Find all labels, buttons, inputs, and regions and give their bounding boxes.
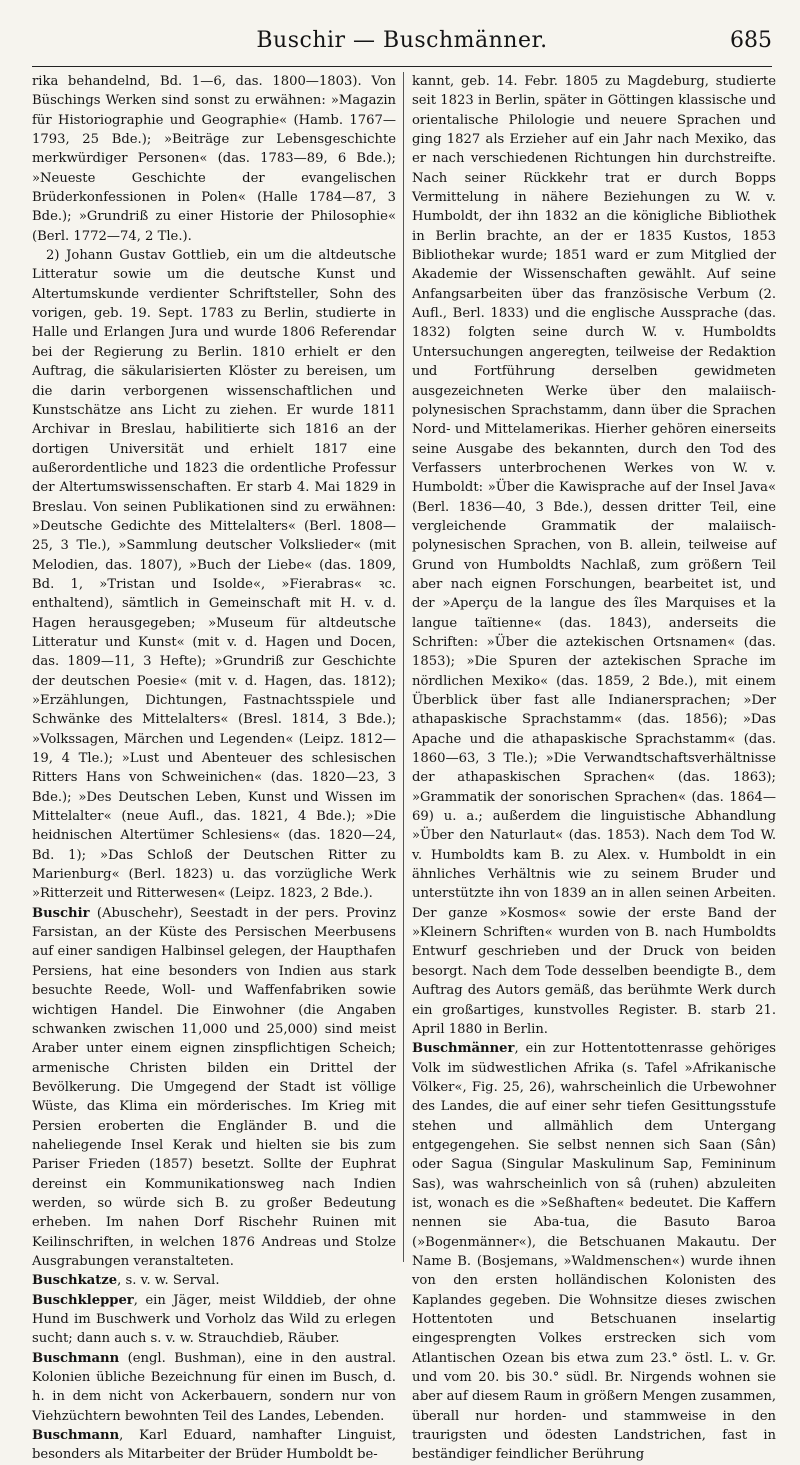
page-header xyxy=(32,28,772,64)
entry-body-buschmann-linguist: , Karl Eduard, namhafter Linguist, besonders als Mitarbeiter der Brüder Humboldt be- xyxy=(32,1428,396,1463)
headword-buschklepper: Buschklepper xyxy=(32,1292,134,1308)
buesching-2-entry: 2) Johann Gustav Gottlieb, ein um die altdeutsche Litteratur sowie um die deutsche Kunst und Altertumskunde verdienter Schriftsteller, Sohn des vorigen, geb. 19. Sept. 1783 zu Berlin, studierte in Halle und Erlangen Jura und wurde 1806 Referendar bei der Regierung zu Berlin. 1810 erhielt er den Auftrag, die säkularisierten Klöster zu bereisen, um die darin verborgenen wissenschaftlichen und Kunstschätze ans Licht zu ziehen. Er wurde 1811 Archivar in Breslau, habilitierte sich 1816 an der dortigen Universität und erhielt 1817 eine außerordentliche und 1823 die ordentliche Professur der Altertumswissenschaften. Er starb 4. Mai 1829 in Breslau. Von seinen Publikationen sind zu erwähnen: »Deutsche Gedichte des Mittelalters« (Berl. 1808—25, 3 Tle.), »Sammlung deutscher Volkslieder« (mit Melodien, das. 1807), »Buch der Liebe« (das. 1809, Bd. 1, »Tristan und Isolde«, »Fierabras« ꝛc. enthaltend), sämtlich in Gemeinschaft mit H. v. d. Hagen herausgegeben; »Museum für altdeutsche Litteratur und Kunst« (mit v. d. Hagen und Docen, das. 1809—11, 3 Hefte); »Grundriß zur Geschichte der deutschen Poesie« (mit v. d. Hagen, das. 1812); »Erzählungen, Dichtungen, Fastnachtsspiele und Schwänke des Mittelalters« (Bresl. 1814, 3 Bde.); »Volkssagen, Märchen und Legenden« (Leipz. 1812—19, 4 Tle.); »Lust und Abenteuer des schlesischen Ritters Hans von Schweinichen« (das. 1820—23, 3 Bde.); »Des Deutschen Leben, Kunst und Wissen im Mittelalter« (neue Aufl., das. 1821, 4 Bde.); »Die heidnischen Altertümer Schlesiens« (das. 1820—24, Bd. 1); »Das Schloß der Deutschen Ritter zu Marienburg« (Berl. 1823) u. das vorzügliche Werk »Ritterzeit und Ritterwesen« (Leipz. 1823, 2 Bde.). xyxy=(32,248,396,902)
entry-buschmann-linguist xyxy=(32,1426,396,1465)
page-number: 685 xyxy=(730,28,772,53)
entry-body-buschmann-bushman: (engl. Bushman), eine in den austral. Kolonien übliche Bezeichnung für einen im Busch, d. h. in dem nicht von Ackerbauern, sondern nur von Viehzüchtern bewohnten Teil des Landes, Lebenden. xyxy=(32,1350,396,1424)
entry-buschklepper xyxy=(32,1291,396,1349)
running-head: Buschir — Buschmänner. xyxy=(256,28,548,53)
column-divider xyxy=(403,72,404,1262)
entry-buschkatze xyxy=(32,1271,396,1290)
entry-body-buschklepper: , ein Jäger, meist Wilddieb, der ohne Hund im Buschwerk und Vorholz das Wild zu erlegen sucht; dann auch s. v. w. Strauchdieb, Räuber. xyxy=(32,1292,396,1347)
headword-buschmann-bushman: Buschmann xyxy=(32,1350,120,1366)
headword-buschmaenner: Buschmänner xyxy=(412,1041,515,1057)
entry-body-buschkatze: , s. v. w. Serval. xyxy=(117,1273,220,1289)
headword-buschmann-linguist: Buschmann xyxy=(32,1428,120,1444)
entry-body-buschir: (Abuschehr), Seestadt in der pers. Provinz Farsistan, an der Küste des Persischen Meerbusens auf einer sandigen Halbinsel gelegen, der Haupthafen Persiens, hat eine besonders von Indien aus stark besuchte Reede, Woll- und Waffenfabriken sowie wichtigen Handel. Die Einwohner (die Angaben schwanken zwischen 11,000 und 25,000) sind meist Araber unter einem eignen zinspflichtigen Scheich; armenische Christen bilden ein Drittel der Bevölkerung. Die Umgegend der Stadt ist völlige Wüste, das Klima ein mörderisches. Im Krieg mit Persien eroberten die Engländer B. und die naheliegende Insel Kerak und hielten sie bis zum Pariser Frieden (1857) besetzt. Sollte der Euphrat dereinst ein Kommunikationsweg nach Indien werden, so würde sich B. zu großer Bedeutung erheben. Im nahen Dorf Rischehr Ruinen mit Keilinschriften, in welchen 1876 Andreas und Stolze Ausgrabungen veranstalteten. xyxy=(32,905,396,1269)
entry-buschmaenner xyxy=(412,1039,776,1465)
text-columns xyxy=(32,72,776,1463)
left-column xyxy=(32,72,396,1463)
header-rule xyxy=(32,66,772,67)
headword-buschkatze: Buschkatze xyxy=(32,1273,118,1289)
buesching-continuation: rika behandelnd, Bd. 1—6, das. 1800—1803). Von Büschings Werken sind sonst zu erwähnen: »Magazin für Historiographie und Geographie« (Hamb. 1767—1793, 25 Bde.); »Beiträge zur Lebensgeschichte merkwürdiger Personen« (das. 1783—89, 6 Bde.); »Neueste Geschichte der evangelischen Brüderkonfessionen in Polen« (Halle 1784—87, 3 Bde.); »Grundriß zu einer Historie der Philosophie« (Berl. 1772—74, 2 Tle.). xyxy=(32,74,396,244)
buschmann-continuation: kannt, geb. 14. Febr. 1805 zu Magdeburg, studierte seit 1823 in Berlin, später in Göttingen klassische und orientalische Philologie und neuere Sprachen und ging 1827 als Erzieher auf ein Jahr nach Mexiko, das er nach verschiedenen Richtungen hin durchstreifte. Nach seiner Rückkehr trat er durch Bopps Vermittelung in nähere Beziehungen zu W. v. Humboldt, der ihn 1832 an die königliche Bibliothek in Berlin brachte, an der er 1835 Kustos, 1853 Bibliothekar wurde; 1851 ward er zum Mitglied der Akademie der Wissenschaften gewählt. Auf seine Anfangsarbeiten über das französische Verbum (2. Aufl., Berl. 1833) und die englische Aussprache (das. 1832) folgten seine durch W. v. Humboldts Untersuchungen angeregten, teilweise der Redaktion und Fortführung derselben gewidmeten ausgezeichneten Werke über den malaiisch-polynesischen Sprachstamm, dann über die Sprachen Nord- und Mittelamerikas. Hierher gehören einerseits seine Ausgabe des bekannten, durch den Tod des Verfassers unterbrochenen Werkes von W. v. Humboldt: »Über die Kawisprache auf der Insel Java« (Berl. 1836—40, 3 Bde.), dessen dritter Teil, eine vergleichende Grammatik der malaiisch-polynesischen Sprachen, von B. allein, teilweise auf Grund von Humboldts Nachlaß, zum größern Teil aber nach eignen Forschungen, bearbeitet ist, und der »Aperçu de la langue des îles Marquises et la langue taïtienne« (das. 1843), anderseits die Schriften: »Über die aztekischen Ortsnamen« (das. 1853); »Die Spuren der aztekischen Sprache im nördlichen Mexiko« (das. 1859, 2 Bde.), mit einem Überblick über fast alle Indianersprachen; »Der athapaskische Sprachstamm« (das. 1856); »Das Apache und die athapaskische Sprachstamm« (das. 1860—63, 3 Tle.); »Die Verwandtschaftsverhältnisse der athapaskischen Sprachen« (das. 1863); »Grammatik der sonorischen Sprachen« (das. 1864—69) u. a.; außerdem die linguistische Abhandlung »Über den Naturlaut« (das. 1853). Nach dem Tod W. v. Humboldts kam B. zu Alex. v. Humboldt in ein ähnliches Verhältnis wie zu seinem Bruder und unterstützte ihn von 1839 an in allen seinen Arbeiten. Der ganze »Kosmos« sowie der erste Band der »Kleinern Schriften« wurden von B. nach Humboldts Entwurf geschrieben und der Druck von beiden besorgt. Nach dem Tode desselben beendigte B., dem Auftrag des Autors gemäß, das berühmte Werk durch ein großartiges, kunstvolles Register. B. starb 21. April 1880 in Berlin. xyxy=(412,74,776,1037)
entry-buschir xyxy=(32,904,396,1272)
entry-body-buschmaenner: , ein zur Hottentottenrasse gehöriges Volk im südwestlichen Afrika (s. Tafel »Afrikanische Völker«, Fig. 25, 26), wahrscheinlich die Urbewohner des Landes, die auf einer sehr tiefen Gesittungsstufe stehen und allmählich dem Untergang entgegengehen. Sie selbst nennen sich Saan (Sân) oder Sagua (Singular Maskulinum Sap, Femininum Sas), was wahrscheinlich von sâ (ruhen) abzuleiten ist, wonach es die »Seßhaften« bedeutet. Die Kaffern nennen sie Aba-tua, die Basuto Baroa (»Bogenmänner«), die Betschuanen Makautu. Der Name B. (Bosjemans, »Waldmenschen«) wurde ihnen von den ersten holländischen Kolonisten des Kaplandes gegeben. Die Wohnsitze dieses zwischen Hottentoten und Betschuanen inselartig eingesprengten Volkes erstrecken sich vom Atlantischen Ozean bis etwa zum 23.° östl. L. v. Gr. und vom 20. bis 30.° südl. Br. Nirgends wohnen sie aber auf diesem Raum in größern Mengen zusammen, überall nur horden- und stammweise in den traurigsten und ödesten Landstrichen, fast in beständiger feindlicher Berührung xyxy=(412,1041,776,1463)
right-column xyxy=(412,72,776,1463)
entry-buschmann-bushman xyxy=(32,1349,396,1426)
headword-buschir: Buschir xyxy=(32,905,90,921)
